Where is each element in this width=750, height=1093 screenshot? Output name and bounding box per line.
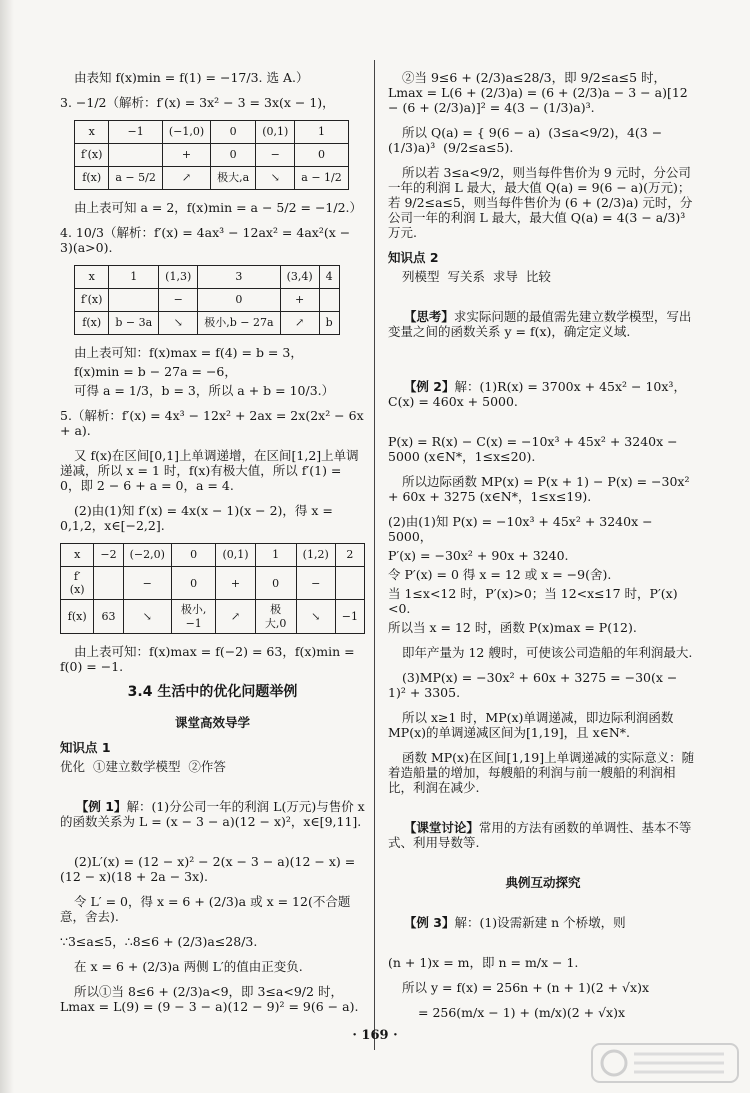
table-cell: (1,2) bbox=[296, 544, 335, 567]
text-line: (2)由(1)知 P(x) = −10x³ + 45x² + 3240x − 5000， bbox=[388, 514, 657, 544]
text-paragraph: 求实际问题的最值需先建立数学模型，写出变量之间的函数关系 y = f(x)，确定定义域. bbox=[388, 309, 692, 339]
column-divider bbox=[374, 60, 375, 1050]
page-number: · 169 · bbox=[352, 1028, 398, 1043]
text-paragraph: 常用的方法有函数的单调性、基本不等式、利用导数等. bbox=[388, 820, 692, 850]
text-line: (2)由(1)知 f′(x) = 4x(x − 1)(x − 2)，得 x = 0,1,2，x∈[−2,2]. bbox=[60, 503, 337, 533]
text-paragraph: 所以边际函数 MP(x) = P(x + 1) − P(x) = −30x² + 60x + 3275 (x∈N*，1≤x≤19). bbox=[388, 474, 694, 504]
table-row bbox=[61, 544, 365, 567]
text-line: 由上表可知 a = 2，f(x)min = a − 5/2 = −1/2.） bbox=[74, 200, 363, 215]
table-cell: + bbox=[162, 144, 210, 167]
text-paragraph: 即年产量为 12 艘时，可使该公司造船的年利润最大. bbox=[402, 645, 693, 660]
table-row bbox=[75, 121, 349, 144]
table-row bbox=[75, 312, 340, 335]
text-paragraph: 所以①当 8≤6 + (2/3)a<9，即 3≤a<9/2 时，Lmax = L(9) = (9 − 3 − a)(12 − 9)² = 9(6 − a). bbox=[60, 983, 359, 1014]
table-row bbox=[75, 266, 340, 289]
piecewise-definition: 所以 Q(a) = { 9(6 − a) (3≤a<9/2)，4(3 − (1/3)a)³ (9/2≤a≤5). bbox=[388, 125, 667, 155]
table-cell: + bbox=[216, 567, 255, 600]
table-cell: f(x) bbox=[75, 167, 109, 190]
table-cell: ↗ bbox=[162, 167, 210, 190]
text-line: 由上表可知：f(x)max = f(4) = b = 3， bbox=[74, 345, 303, 360]
text-paragraph: 解：(1)分公司一年的利润 L(万元)与售价 x 的函数关系为 L = (x − 3 − a)(12 − x)²，x∈[9,11]. bbox=[60, 798, 369, 829]
table-cell: f′(x) bbox=[75, 144, 109, 167]
table-cell: − bbox=[256, 144, 295, 167]
table-row bbox=[61, 600, 365, 633]
text-line: 由表知 f(x)min = f(1) = −17/3. 选 A.） bbox=[74, 70, 309, 85]
table-cell: 极大,a bbox=[211, 167, 256, 190]
table-cell: 63 bbox=[94, 600, 123, 633]
table-cell: 0 bbox=[171, 567, 216, 600]
table-cell: b bbox=[319, 312, 339, 335]
table-cell: 0 bbox=[295, 144, 348, 167]
table-cell: f′(x) bbox=[75, 289, 109, 312]
table-row bbox=[61, 567, 365, 600]
text-line: 所以 y = f(x) = 256n + (n + 1)(2 + √x)x bbox=[402, 980, 650, 995]
text-paragraph: ②当 9≤6 + (2/3)a≤28/3，即 9/2≤a≤5 时，Lmax = L(6 + (2/3)a) = (6 + (2/3)a − 3 − a)[12 − (6 + (2/3)a)]² = 4(3 − (1/3)a)³. bbox=[388, 70, 692, 115]
text-line: 令 L′ = 0，得 x = 6 + (2/3)a 或 x = 12(不合题意，舍去). bbox=[60, 893, 351, 924]
example-label: 【例 1】 bbox=[75, 798, 127, 814]
text-line: 在 x = 6 + (2/3)a 两侧 L′的值由正变负. bbox=[74, 958, 303, 974]
right-column bbox=[388, 70, 698, 1030]
text-line: 所以当 x = 12 时，函数 P(x)max = P(12). bbox=[388, 620, 637, 635]
table-cell: a − 5/2 bbox=[109, 167, 162, 190]
table-cell: b − 3a bbox=[109, 312, 159, 335]
example-label: 【例 3】 bbox=[403, 915, 455, 930]
text-line: 由上表可知：f(x)max = f(−2) = 63，f(x)min = f(0) = −1. bbox=[60, 643, 359, 674]
table-cell: ↘ bbox=[296, 600, 335, 633]
table-row bbox=[75, 167, 349, 190]
table-cell: 1 bbox=[255, 544, 296, 567]
text-line: ∵3≤a≤5，∴8≤6 + (2/3)a≤28/3. bbox=[60, 933, 258, 949]
text-line: 5.（解析：f′(x) = 4x³ − 12x² + 2ax = 2x(2x² − 6x + a). bbox=[60, 408, 368, 438]
table-cell bbox=[109, 289, 159, 312]
table-cell: ↗ bbox=[280, 312, 319, 335]
table-cell: 0 bbox=[211, 121, 256, 144]
variation-table-3 bbox=[60, 543, 365, 634]
text-line: 3. −1/2（解析：f′(x) = 3x² − 3 = 3x(x − 1)， bbox=[60, 95, 335, 110]
table-cell: − bbox=[123, 567, 171, 600]
section-title: 3.4 生活中的优化问题举例 bbox=[127, 683, 298, 700]
example-label: 【例 2】 bbox=[403, 379, 455, 394]
table-cell: 0 bbox=[171, 544, 216, 567]
table-cell bbox=[94, 567, 123, 600]
table-cell: 1 bbox=[109, 266, 159, 289]
table-cell: x bbox=[61, 544, 94, 567]
text-line: 可得 a = 1/3，b = 3，所以 a + b = 10/3.） bbox=[74, 383, 335, 398]
table-cell: 0 bbox=[198, 289, 280, 312]
table-cell: 2 bbox=[335, 544, 364, 567]
text-line: 解：(1)设需新建 n 个桥墩，则 bbox=[454, 915, 626, 930]
table-cell: (−2,0) bbox=[123, 544, 171, 567]
table-cell: ↘ bbox=[159, 312, 198, 335]
table-cell bbox=[109, 144, 162, 167]
table-cell: 0 bbox=[255, 567, 296, 600]
table-cell: (3,4) bbox=[280, 266, 319, 289]
table-cell: − bbox=[159, 289, 198, 312]
text-line: P′(x) = −30x² + 90x + 3240. bbox=[388, 548, 569, 563]
text-paragraph: 所以若 3≤a<9/2，则当每件售价为 9 元时，分公司一年的利润 L 最大，最大值 Q(a) = 9(6 − a)(万元)；若 9/2≤a≤5，则当每件售价为 (6 + (2/3)a) 元时，分公司一年的利润 L 最大，最大值 Q(a) = 4(3 − a/3)³ 万元. bbox=[388, 165, 693, 240]
text-line: 列模型 写关系 求导 比较 bbox=[402, 269, 551, 284]
table-cell: (0,1) bbox=[256, 121, 295, 144]
subsection-title: 课堂高效导学 bbox=[174, 714, 250, 730]
table-cell: 1 bbox=[295, 121, 348, 144]
subsection-title: 典例互动探究 bbox=[505, 875, 581, 890]
table-cell: −1 bbox=[335, 600, 364, 633]
table-cell: ↘ bbox=[256, 167, 295, 190]
table-cell: x bbox=[75, 266, 109, 289]
table-cell: a − 1/2 bbox=[295, 167, 348, 190]
text-line: 优化 ①建立数学模型 ②作答 bbox=[60, 758, 226, 774]
text-line: 当 1≤x<12 时，P′(x)>0；当 12<x≤17 时，P′(x)<0. bbox=[388, 586, 678, 616]
table-cell: (0,1) bbox=[216, 544, 255, 567]
table-cell: 4 bbox=[319, 266, 339, 289]
table-cell: (−1,0) bbox=[162, 121, 210, 144]
knowledge-point-label: 知识点 1 bbox=[60, 739, 111, 755]
table-row bbox=[75, 144, 349, 167]
table-cell: ↘ bbox=[123, 600, 171, 633]
table-cell: 0 bbox=[211, 144, 256, 167]
text-line: (n + 1)x = m，即 n = m/x − 1. bbox=[388, 955, 579, 970]
variation-table-1 bbox=[74, 120, 349, 190]
table-cell: f(x) bbox=[61, 600, 94, 633]
think-label: 【思考】 bbox=[403, 309, 454, 324]
text-paragraph: 所以 x≥1 时，MP(x)单调递减，即边际利润函数 MP(x)的单调递减区间为[1,19]，且 x∈N*. bbox=[388, 710, 678, 740]
table-cell: ↗ bbox=[216, 600, 255, 633]
text-line: 4. 10/3（解析：f′(x) = 4ax³ − 12ax² = 4ax²(x − 3)(a>0). bbox=[60, 225, 355, 255]
watermark-logo bbox=[590, 1040, 740, 1086]
text-paragraph: 解：(1)R(x) = 3700x + 45x² − 10x³，C(x) = 460x + 5000. bbox=[388, 379, 686, 409]
table-row bbox=[75, 289, 340, 312]
table-cell: x bbox=[75, 121, 109, 144]
table-cell: −1 bbox=[109, 121, 162, 144]
table-cell: 极小,−1 bbox=[171, 600, 216, 633]
table-cell: − bbox=[296, 567, 335, 600]
text-line: 令 P′(x) = 0 得 x = 12 或 x = −9(舍). bbox=[388, 567, 612, 582]
text-paragraph: (3)MP(x) = −30x² + 60x + 3275 = −30(x − 1)² + 3305. bbox=[388, 670, 682, 700]
table-cell: f′(x) bbox=[61, 567, 94, 600]
text-paragraph: 函数 MP(x)在区间[1,19]上单调递减的实际意义：随着造船量的增加，每艘船的利润与前一艘船的利润相比，利润在减少. bbox=[388, 750, 695, 795]
table-cell: (1,3) bbox=[159, 266, 198, 289]
left-column bbox=[60, 70, 369, 1024]
table-cell: f(x) bbox=[75, 312, 109, 335]
table-cell: 3 bbox=[198, 266, 280, 289]
text-paragraph: (2)L′(x) = (12 − x)² − 2(x − 3 − a)(12 − x) = (12 − x)(18 + 2a − 3x). bbox=[60, 853, 360, 884]
page-edge-shadow bbox=[0, 0, 14, 1093]
discussion-label: 【课堂讨论】 bbox=[403, 820, 479, 835]
text-paragraph: P(x) = R(x) − C(x) = −10x³ + 45x² + 3240x − 5000 (x∈N*，1≤x≤20). bbox=[388, 434, 682, 464]
text-paragraph: 又 f(x)在区间[0,1]上单调递增，在区间[1,2]上单调递减，所以 x = 1 时，f(x)有极大值，所以 f′(1) = 0，即 2 − 6 + a = 0，a = 4. bbox=[60, 448, 359, 493]
table-cell bbox=[335, 567, 364, 600]
text-line: f(x)min = b − 27a = −6， bbox=[74, 364, 237, 379]
table-cell: + bbox=[280, 289, 319, 312]
text-line: = 256(m/x − 1) + (m/x)(2 + √x)x bbox=[418, 1005, 626, 1020]
variation-table-2 bbox=[74, 265, 340, 335]
table-cell: 极大,0 bbox=[255, 600, 296, 633]
table-cell: 极小,b − 27a bbox=[198, 312, 280, 335]
table-cell bbox=[319, 289, 339, 312]
knowledge-point-label: 知识点 2 bbox=[388, 250, 439, 265]
table-cell: −2 bbox=[94, 544, 123, 567]
